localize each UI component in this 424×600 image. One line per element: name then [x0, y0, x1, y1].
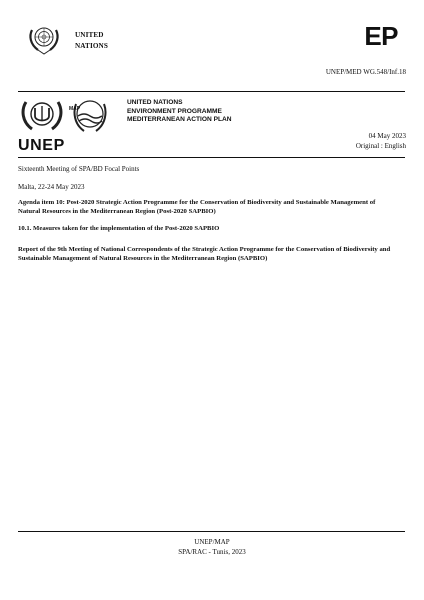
un-emblem-icon — [26, 22, 62, 56]
organization-name — [127, 99, 232, 125]
agenda-sub-item: 10.1. Measures taken for the implementation of the Post-2020 SAPBIO — [18, 225, 220, 232]
footer — [0, 537, 424, 557]
agenda-item: Agenda item 10: Post-2020 Strategic Action Programme for the Conservation of Biodiversity and Sustainable Management of Natural Resources in the Mediterranean Region (Post-2020 SAPBIO) — [18, 199, 376, 215]
un-name — [75, 30, 108, 52]
unep-logo-text: UNEP — [18, 137, 65, 154]
org-line1: UNITED NATIONS — [127, 99, 183, 106]
map-logo-text: MAP — [69, 106, 81, 112]
report-title: Report of the 9th Meeting of National Correspondents of the Strategic Action Programme for the Conservation of Biodiversity and Sustainable Management of Natural Resources in the Mediterranean Region (SAPBIO) — [18, 246, 391, 263]
header-bottom-rule — [18, 157, 405, 158]
un-name-line2: NATIONS — [75, 42, 108, 50]
meeting-location: Malta, 22-24 May 2023 — [18, 183, 85, 191]
footer-rule — [18, 531, 405, 532]
un-name-line1: UNITED — [75, 31, 104, 39]
document-date: 04 May 2023 — [368, 132, 406, 140]
header-top-rule — [18, 91, 405, 92]
meeting-title: Sixteenth Meeting of SPA/BD Focal Points — [18, 165, 140, 173]
org-line2: ENVIRONMENT PROGRAMME — [127, 107, 222, 115]
document-symbol: UNEP/MED WG.548/Inf.18 — [325, 68, 406, 76]
footer-line2: SPA/RAC - Tunis, 2023 — [178, 548, 246, 556]
org-line3: MEDITERRANEAN ACTION PLAN — [127, 116, 232, 124]
footer-line1: UNEP/MAP — [194, 538, 230, 546]
document-meta — [356, 132, 406, 151]
document-language: Original : English — [355, 141, 406, 150]
ep-mark: EP — [364, 21, 398, 51]
